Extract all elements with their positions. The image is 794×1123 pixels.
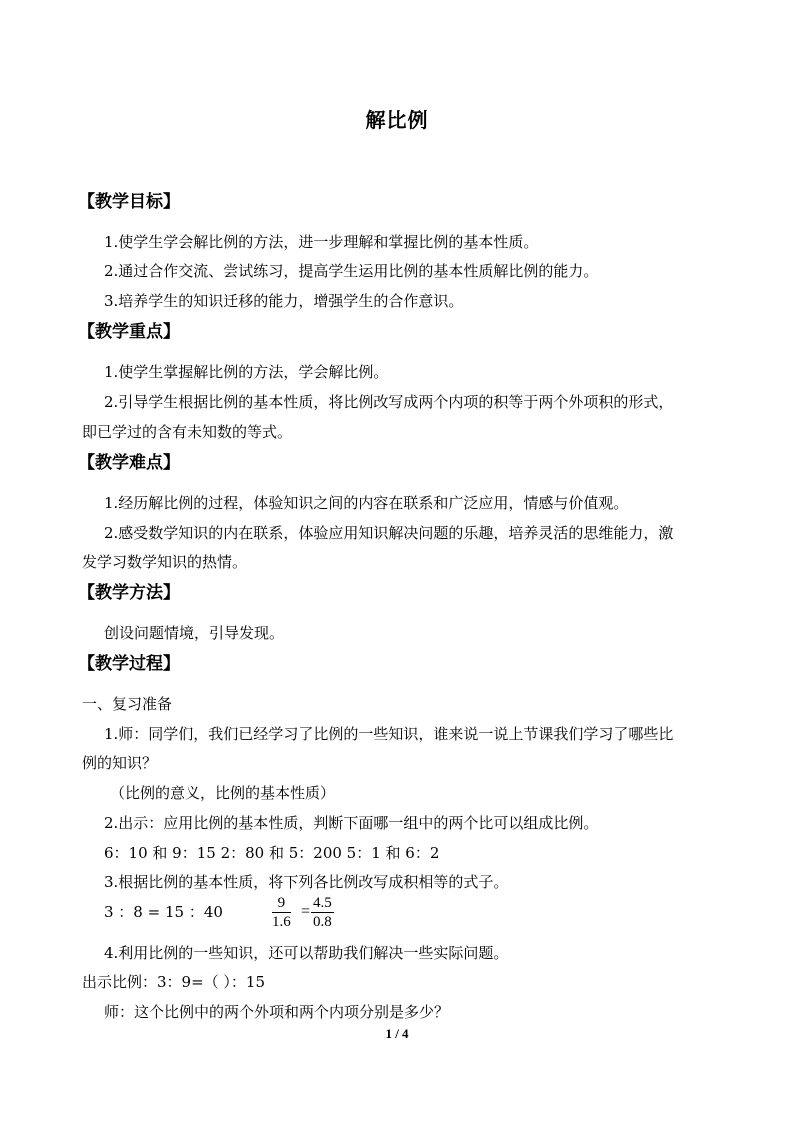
process-line-1: 1.师：同学们，我们已经学习了比例的一些知识，谁来说一说上节课我们学习了哪些比 bbox=[104, 725, 674, 743]
process-line-1-cont: 例的知识？ bbox=[82, 754, 158, 772]
fraction-left-numerator: 9 bbox=[272, 894, 291, 913]
section-heading-process: 【教学过程】 bbox=[78, 654, 180, 674]
process-teacher-question: 师：这个比例中的两个外项和两个内项分别是多少？ bbox=[104, 1003, 450, 1021]
page-number: 1 / 4 bbox=[385, 1026, 409, 1041]
fraction-equals-sign: = bbox=[301, 903, 311, 920]
goals-item-3: 3.培养学生的知识迁移的能力，增强学生的合作意识。 bbox=[104, 292, 464, 310]
fraction-right bbox=[311, 894, 334, 931]
process-ratio-expression: 3 ：8 = 15 ：40 bbox=[104, 903, 223, 921]
process-sub-heading: 一、复习准备 bbox=[82, 695, 173, 713]
difficulties-item-2: 2.感受数学知识的内在联系，体验应用知识解决问题的乐趣，培养灵活的思维能力，激 bbox=[104, 524, 674, 542]
key-points-item-2: 2.引导学生根据比例的基本性质，将比例改写成两个内项的积等于两个外项积的形式， bbox=[104, 393, 674, 411]
process-show-ratio: 出示比例：3：9=（ ）：15 bbox=[82, 973, 266, 991]
key-points-item-2-cont: 即已学过的含有未知数的等式。 bbox=[82, 423, 293, 441]
process-line-2: 2.出示：应用比例的基本性质，判断下面哪一组中的两个比可以组成比例。 bbox=[104, 814, 599, 832]
key-points-item-1: 1.使学生掌握解比例的方法，学会解比例。 bbox=[104, 363, 389, 381]
section-heading-difficulties: 【教学难点】 bbox=[78, 453, 180, 473]
difficulties-item-2-cont: 发学习数学知识的热情。 bbox=[82, 553, 248, 571]
process-answer-1: （比例的意义，比例的基本性质） bbox=[110, 784, 336, 802]
section-heading-goals: 【教学目标】 bbox=[78, 192, 180, 212]
process-ratio-pairs: 6：10 和 9：15 2：80 和 5：200 5：1 和 6：2 bbox=[104, 844, 440, 862]
goals-item-1: 1.使学生学会解比例的方法，进一步理解和掌握比例的基本性质。 bbox=[104, 233, 539, 251]
fraction-right-denominator: 0.8 bbox=[313, 914, 332, 930]
fraction-right-numerator: 4.5 bbox=[313, 895, 332, 911]
difficulties-item-1: 1.经历解比例的过程，体验知识之间的内容在联系和广泛应用，情感与价值观。 bbox=[104, 494, 629, 512]
page-title: 解比例 bbox=[365, 108, 429, 132]
section-heading-key-points: 【教学重点】 bbox=[78, 322, 180, 342]
fraction-left-denominator: 1.6 bbox=[272, 914, 291, 930]
goals-item-2: 2.通过合作交流、尝试练习，提高学生运用比例的基本性质解比例的能力。 bbox=[104, 262, 599, 280]
section-heading-methods: 【教学方法】 bbox=[78, 583, 180, 603]
process-line-4: 4.利用比例的一些知识，还可以帮助我们解决一些实际问题。 bbox=[104, 944, 509, 962]
methods-item-1: 创设问题情境，引导发现。 bbox=[104, 624, 285, 642]
process-line-3: 3.根据比例的基本性质，将下列各比例改写成积相等的式子。 bbox=[104, 873, 509, 891]
fraction-left bbox=[272, 894, 291, 931]
